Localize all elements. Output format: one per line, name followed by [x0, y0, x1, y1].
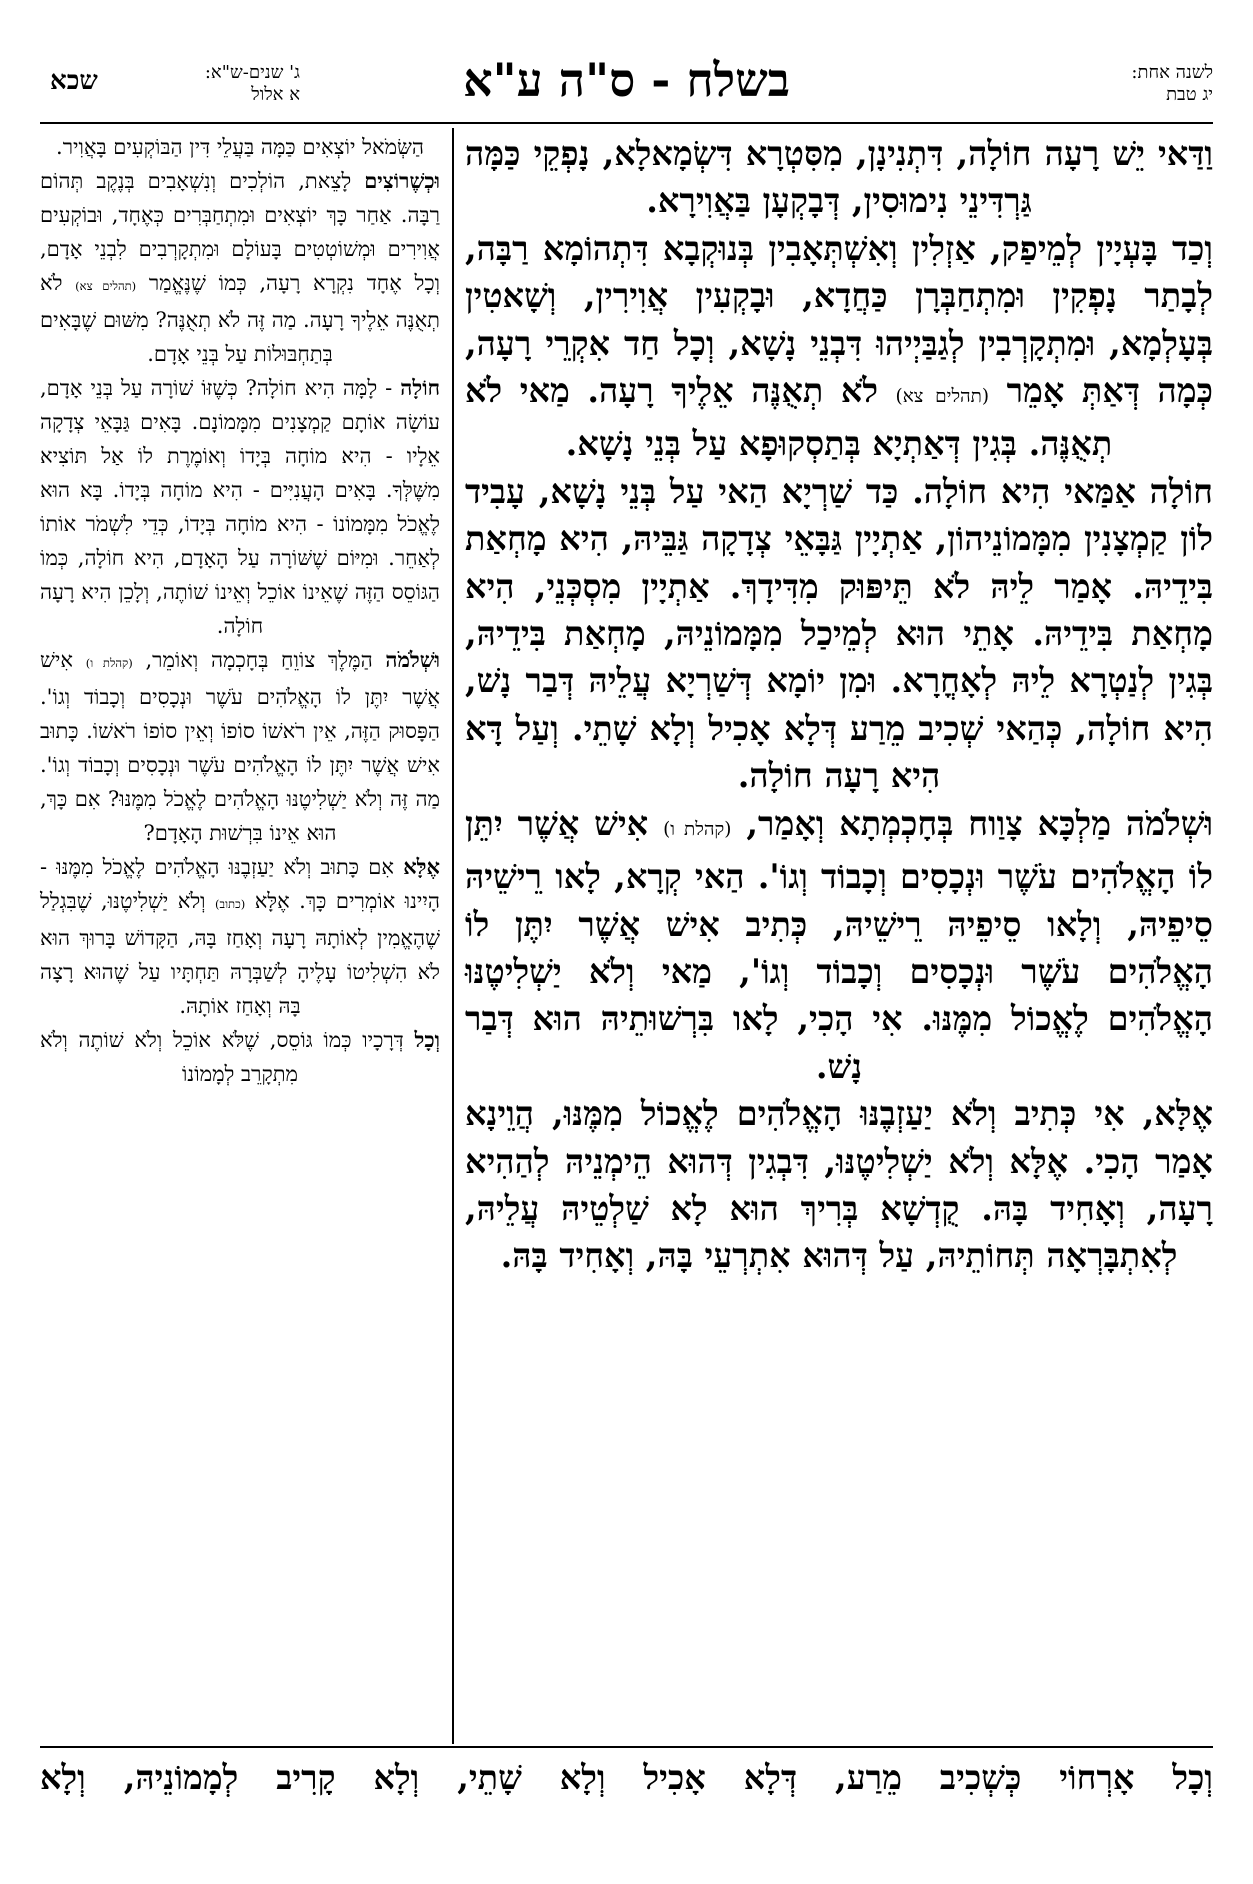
verse-reference: (תהלים צא) — [75, 279, 137, 293]
verse-reference: (כתוב) — [215, 897, 246, 911]
side-paragraph — [40, 130, 440, 164]
schedule-three-years-label: ג' שנים-ש"א: — [204, 62, 300, 83]
side-paragraph-text: אִישׁ אֲשֶׁר יִתֶּן לוֹ הָאֱלֹהִים עֹשֶׁר וּנְכָסִים וְכָבוֹד וְגוֹ'. הַפָּסוּק הַזֶּה, אֵין רֹאשׁוֹ סוֹפוֹ וְאֵין סוֹפוֹ רֹאשׁוֹ. כָּתוּב אִישׁ אֲשֶׁר יִתֶּן לוֹ הָאֱלֹהִים עֹשֶׁר וּנְכָסִים וְכָבוֹד וְגוֹ'. מַה זֶּה וְלֹא יַשְׁלִיטֶנּוּ הָאֱלֹהִים לֶאֱכֹל מִמֶּנּוּ? אִם כָּךְ, הוּא אֵינוֹ בִּרְשׁוּת הָאָדָם? — [40, 648, 440, 845]
side-paragraph-text: - לָמָּה הִיא חוֹלָה? כְּשֶׁזּוֹ שׁוֹרָה עַל בְּנֵי אָדָם, עוֹשָׂה אוֹתָם קַמְצָנִים מִמָּמוֹנָם. בָּאִים גַּבָּאֵי צְדָקָה אֵלָיו - הִיא מוֹחָה בְּיָדוֹ וְאוֹמֶרֶת לוֹ אַל תּוֹצִיא מִשֶּׁלְּךָ. בָּאִים הָעֲנִיִּים - הִיא מוֹחָה בְּיָדוֹ. בָּא הוּא לֶאֱכֹל מִמָּמוֹנוֹ - הִיא מוֹחָה בְּיָדוֹ, כְּדֵי לִשְׁמֹר אוֹתוֹ לְאַחֵר. וּמִיּוֹם שֶׁשּׁוֹרָה עַל הָאָדָם, הִיא חוֹלָה, כְּמוֹ הַגּוֹסֵס הַזֶּה שֶׁאֵינוֹ אוֹכֵל וְאֵינוֹ שׁוֹתֶה, וְלָכֵן הִיא רָעָה חוֹלָה. — [40, 376, 440, 638]
main-paragraph-text: אִישׁ אֲשֶׁר יִתֵּן לוֹ הָאֱלֹהִים עֹשֶׁר וּנְכָסִים וְכָבוֹד וְגוֹ'. הַאי קְרָא, לָאו רֵישֵׁיהּ סֵיפֵיהּ, וְלָאו סֵיפֵיהּ רֵישֵׁיהּ, כְּתִיב אִישׁ אֲשֶׁר יִתֶּן לוֹ הָאֱלֹהִים עֹשֶׁר וּנְכָסִים וְכָבוֹד וְגוֹ', מַאי וְלֹא יַשְׁלִיטֶנּוּ הָאֱלֹהִים לֶאֱכוֹל מִמֶּנּוּ. אִי הָכִי, לָאו בִּרְשׁוּתֵיהּ הוּא דְּבַר נָשׁ. — [465, 803, 1213, 1086]
opening-word: אֶלָּא — [403, 854, 440, 879]
main-paragraph-text: אֶלָּא, אִי כְּתִיב וְלֹא יַעַזְבֶנּוּ הָאֱלֹהִים לֶאֱכוֹל מִמֶּנּוּ, הֲוֵינָא אָמַר הָכִי. אֶלָּא וְלֹא יַשְׁלִיטֶנּוּ, דִּבְגִין דְּהוּא הֵימְנֵיהּ לְהַהִיא רָעָה, וְאָחִיד בָּהּ. קֻדְשָׁא בְּרִיךְ הוּא לָא שַׁלְטֵיהּ עֲלֵיהּ, לְאִתְבָּרְאָה תְּחוֹתֵיהּ, עַל דְּהוּא אִתְרְעֵי בָּהּ, וְאָחִיד בָּהּ. — [465, 1094, 1213, 1276]
main-paragraph-text: לֹא תְאֻנֶּה אֵלֶיךָ רָעָה. מַאי לֹא תְאֻנֶּה. בְּגִין דְּאַתְיָא בְּתַסְקוּפָא עַל בְּנֵי נָשָׁא. — [465, 371, 1113, 464]
opening-word: וּשְׁלֹמֹה — [385, 647, 440, 672]
schedule-one-year-date: יג טבת — [1166, 84, 1213, 105]
continuation-line: וְכָל אָרְחוֹי כְּשְׁכִיב מֵרַע, דְּלָא אָכִיל וְלָא שָׁתֵי, וְלָא קָרִיב לְמָמוֹנֵיהּ, וְלָא — [40, 1758, 1213, 1797]
side-paragraph — [40, 643, 440, 850]
side-paragraph-text: דְּרָכָיו כְּמוֹ גּוֹסֵס, שֶׁלֹּא אוֹכֵל וְלֹא שׁוֹתֶה וְלֹא מִתְקָרֵב לְמָמוֹנוֹ — [40, 1028, 404, 1086]
opening-word: וְכָל — [414, 1027, 440, 1052]
side-paragraph-text: וְלֹא יַשְׁלִיטֶנּוּ, שֶׁבִּגְלַל שֶׁהֶאֱמִין לְאוֹתָהּ רָעָה וְאָחַז בָּהּ, הַקָּדוֹשׁ בָּרוּךְ הוּא לֹא הִשְׁלִיטוֹ עָלֶיהָ לְשַׁבְּרָהּ תַּחְתָּיו עַל שֶׁהוּא רָצָה בָּהּ וְאָחַז אוֹתָהּ. — [40, 889, 440, 1018]
main-paragraph-text: וְכַד בָּעְיָין לְמֵיפַק, אַזְלִין וְאִשְׁתְּאָבִין בְּנוּקְבָא דִּתְהוֹמָא רַבָּה, לְבָתַר נָפְקִין וּמִתְחַבְּרָן כַּחֲדָא, וּבָקְעִין אֲוִירִין, וְשָׁאטִין בְּעָלְמָא, וּמִתְקָרְבִין לְגַבַּיְיהוּ דִּבְנֵי נָשָׁא, וְכָל חַד אִקְרֵי רָעָה, כְּמָה דְּאַתְּ אָמֵר — [465, 228, 1214, 411]
side-paragraph-text: הַשְּׂמֹאל יוֹצְאִים כַּמָּה בַּעֲלֵי דִּין הַבּוֹקְעִים בָּאֲוִיר. — [56, 135, 424, 159]
footer-rule — [40, 1746, 1213, 1748]
side-paragraph — [40, 850, 440, 1023]
opening-word: וּכְשֶׁרוֹצִים — [364, 168, 440, 193]
main-column-aramaic — [465, 130, 1213, 1280]
main-paragraph-text: וּשְׁלֹמֹה מַלְכָּא צָוַוח בְּחָכְמְתָא וְאָמַר, — [746, 803, 1214, 843]
header-rule — [40, 122, 1213, 124]
main-paragraph-text: וַדַּאי יֵשׁ רָעָה חוֹלָה, דִּתְנִינָן, מִסִּטְרָא דִּשְׂמָאלָא, נָפְקֵי כַּמָּה גַּרְדִּינֵי נִימוּסִין, דְּבָקְעָן בַּאֲוִירָא. — [465, 134, 1213, 221]
main-paragraph — [465, 130, 1213, 225]
page-number: שכא — [50, 66, 98, 96]
side-paragraph-text: לֹא תְאֻנֶּה אֵלֶיךָ רָעָה. מַה זֶּה לֹא תְאֻנֶּה? מִשּׁוּם שֶׁבָּאִים בְּתַחְבּוּלוֹת עַל בְּנֵי אָדָם. — [40, 271, 440, 366]
main-paragraph-text: חוֹלָה אַמַּאי הִיא חוֹלָה. כַּד שַׁרְיָא הַאי עַל בְּנֵי נָשָׁא, עָבִיד לוֹן קַמְצָנִין מִמָּמוֹנֵיהוֹן, אַתְיָין גַּבָּאֵי צְדָקָה גַּבֵּיהּ, הִיא מָחְאַת בִּידֵיהּ. אָמַר לֵיהּ לֹא תֵּיפּוּק מִדִּידָךְ. אַתְיָין מִסְכְּנֵי, הִיא מָחְאַת בִּידֵיהּ. אָתֵי הוּא לְמֵיכַל מִמָּמוֹנֵיהּ, מָחְאַת בִּידֵיהּ, בְּגִין לְנַטְרָא לֵיהּ לְאָחֳרָא. וּמִן יוֹמָא דְּשַׁרְיָא עֲלֵיהּ דְּבַר נָשׁ, הִיא חוֹלָה, כְּהַאי שְׁכִיב מֵרַע דְּלָא אָכִיל וְלָא שָׁתֵי. וְעַל דָּא הִיא רָעָה חוֹלָה. — [465, 471, 1213, 796]
side-paragraph-text: לָצֵאת, הוֹלְכִים וְנִשְׁאָבִים בְּנֶקֶב תְּהוֹם רַבָּה. אַחַר כָּךְ יוֹצְאִים וּמִתְחַבְּרִים כְּאֶחָד, וּבוֹקְעִים אֲוִירִים וּמְשׁוֹטְטִים בָּעוֹלָם וּמִתְקָרְבִים לִבְנֵי אָדָם, וְכָל אֶחָד נִקְרָא רָעָה, כְּמוֹ שֶׁנֶּאֱמַר — [40, 169, 440, 295]
verse-reference: (קהלת ו) — [663, 818, 732, 840]
verse-reference: (קהלת ו) — [85, 656, 133, 670]
schedule-three-years — [40, 62, 300, 114]
main-paragraph — [465, 800, 1213, 1090]
schedule-three-years-info — [205, 62, 300, 106]
page-title: בשלח - ס"ה ע"א — [463, 53, 790, 107]
main-paragraph — [465, 1090, 1213, 1280]
column-divider — [452, 128, 454, 1744]
side-column-hebrew — [40, 130, 440, 1091]
side-paragraph-text: אִם כָּתוּב וְלֹא יַעַזְבֶנּוּ הָאֱלֹהִים לֶאֱכֹל מִמֶּנּוּ - הָיִינוּ אוֹמְרִים כָּךְ. אֶלָּא — [40, 855, 440, 913]
page-header — [40, 48, 1213, 118]
opening-word: חוֹלָה — [400, 375, 440, 400]
verse-reference: (תהלים צא) — [895, 386, 990, 408]
main-paragraph — [465, 468, 1213, 800]
side-paragraph — [40, 164, 440, 371]
main-paragraph — [465, 225, 1213, 468]
side-paragraph — [40, 371, 440, 643]
schedule-one-year-label: לשנה אחת: — [1131, 62, 1213, 83]
schedule-three-years-date: א אלול — [251, 84, 300, 105]
side-paragraph-text: הַמֶּלֶךְ צוֹוֵחַ בְּחָכְמָה וְאוֹמֵר, — [145, 648, 373, 672]
side-paragraph — [40, 1023, 440, 1091]
